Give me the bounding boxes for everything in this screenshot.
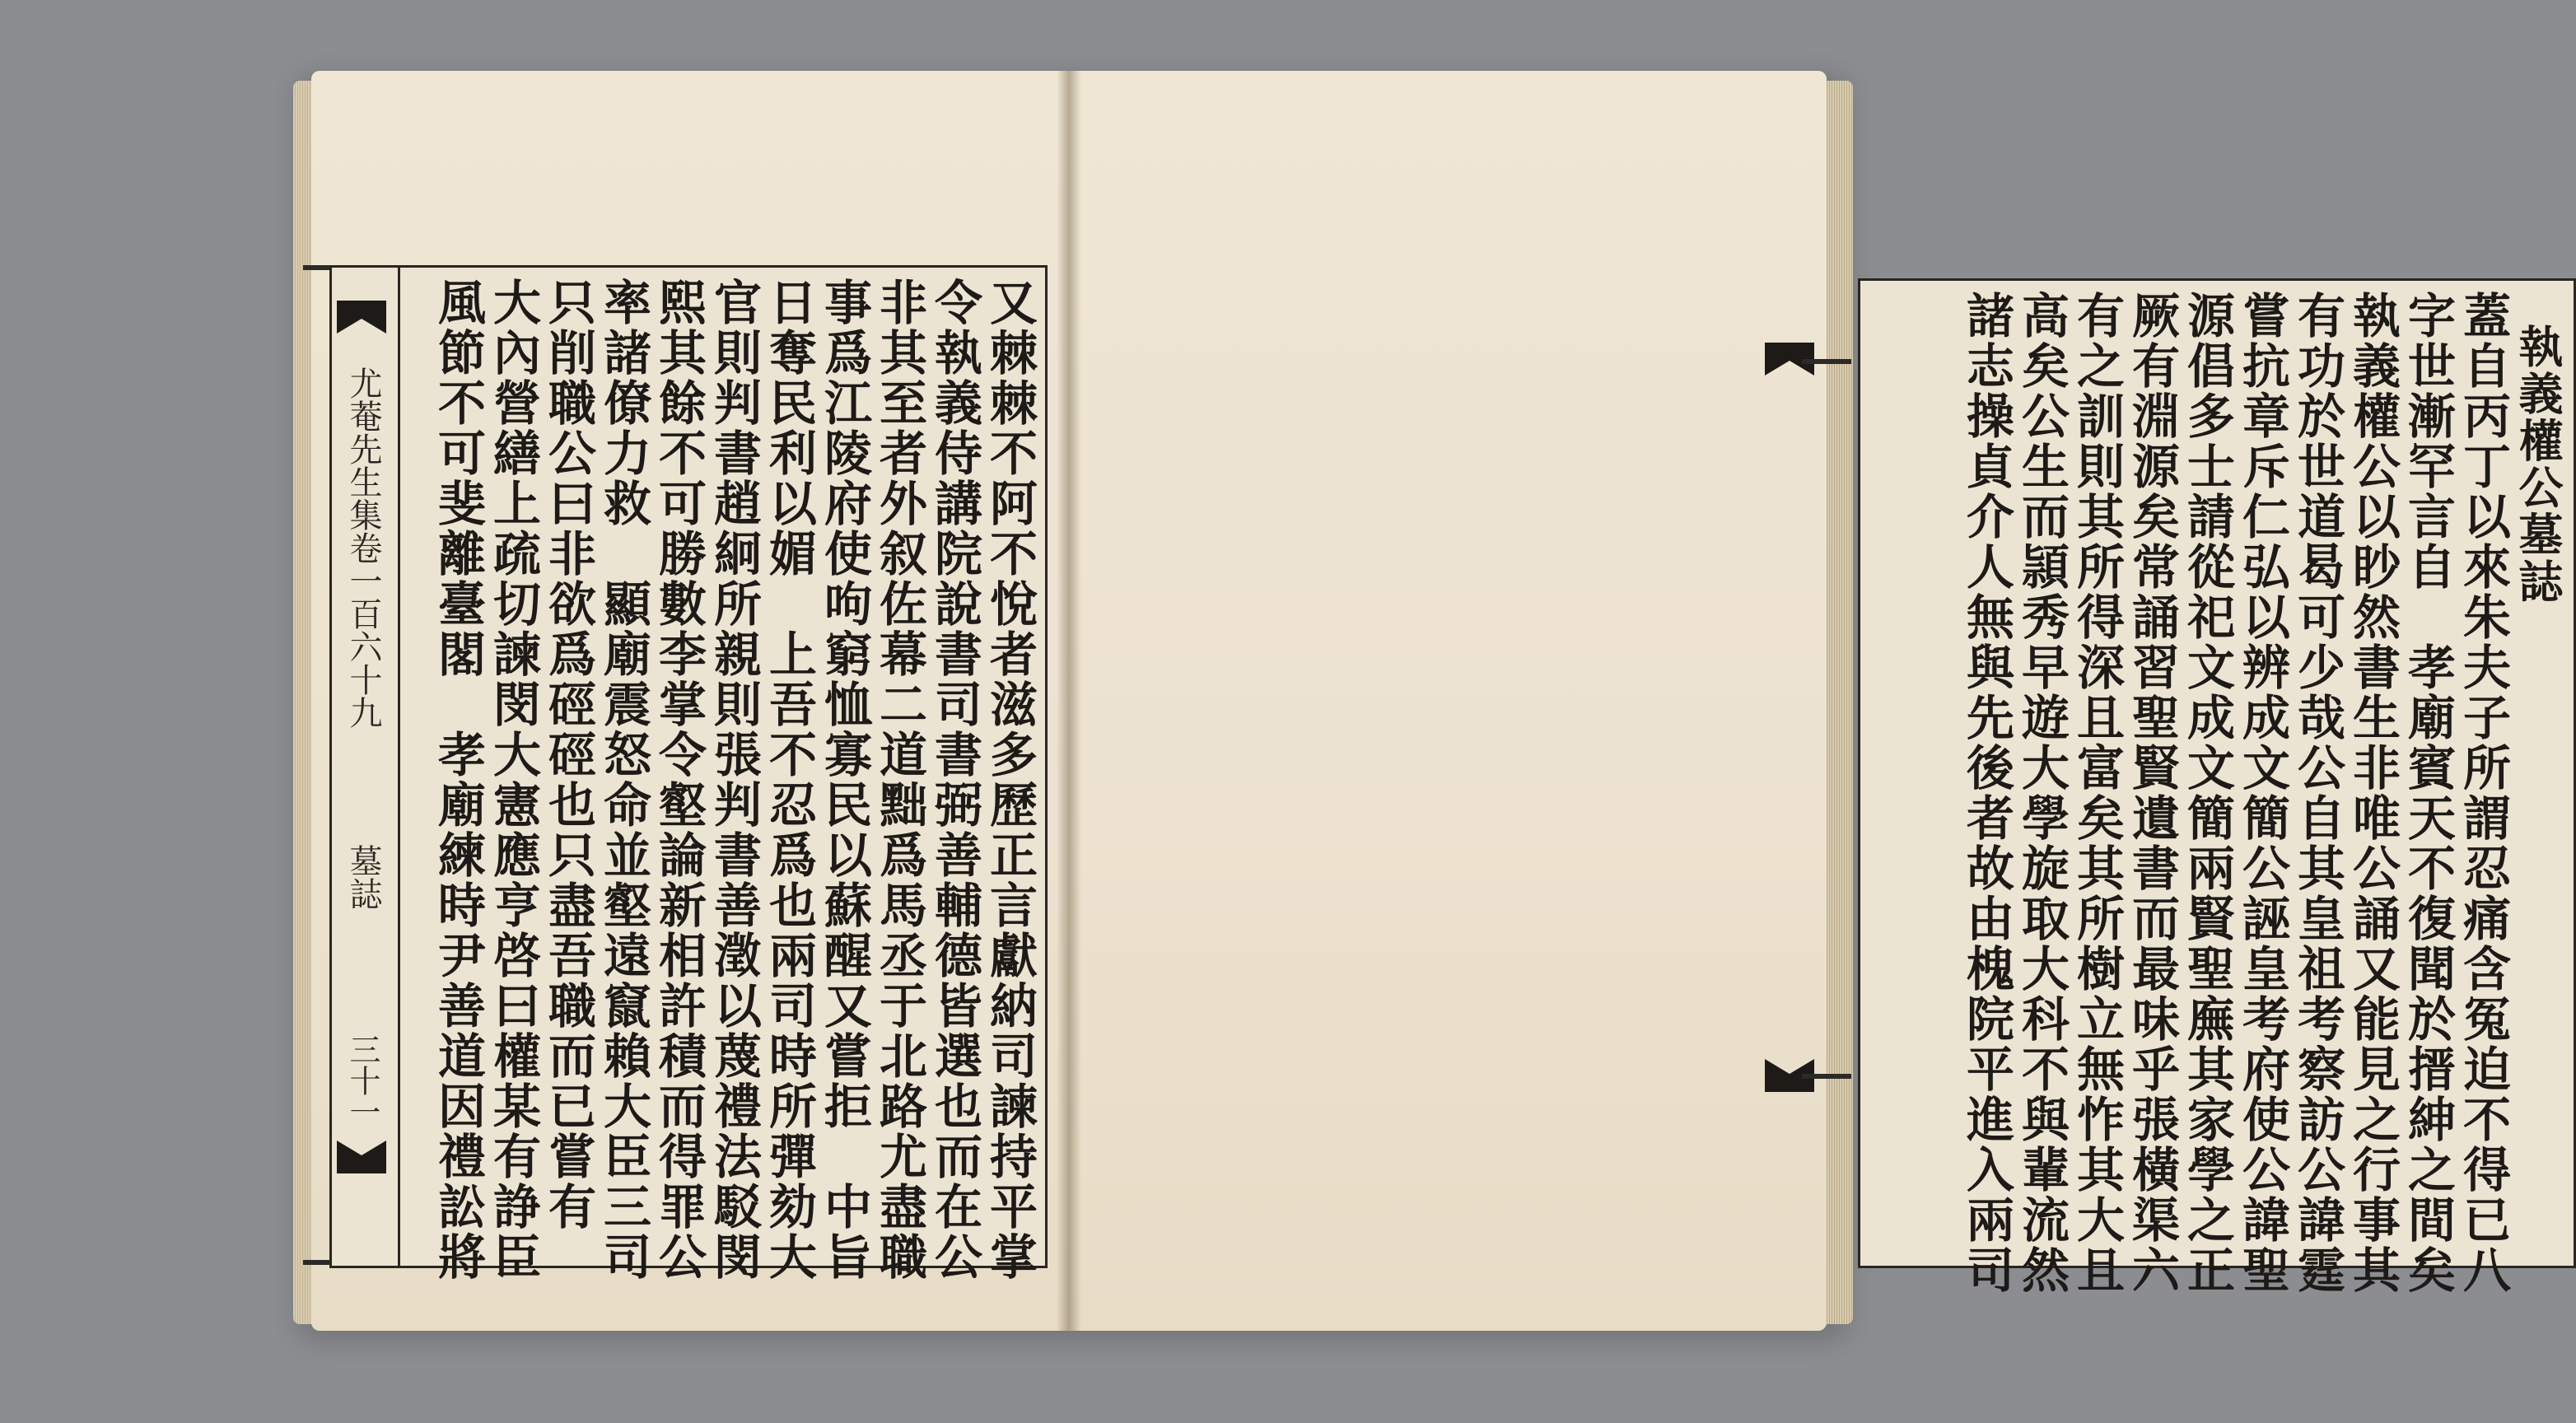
center-strip xyxy=(329,268,400,1266)
epitaph-title: 執義權公墓誌 xyxy=(2512,324,2564,605)
left-text-body xyxy=(411,278,1038,1282)
binding-thread xyxy=(1802,359,1851,364)
text-column: 官則判書趙絅所親則張判書善澂以蔑禮法駁閔 xyxy=(706,278,762,1282)
text-column: 事爲江陵府使呴窮恤寡民以蘇醒又嘗拒 中旨 xyxy=(816,278,872,1282)
open-book xyxy=(311,71,2564,1331)
page-number: 三十一 xyxy=(344,1033,380,1127)
text-column: 蓋自丙丁以來朱夫子所謂忍痛含冤迫不得已八 xyxy=(2455,291,2511,1295)
text-column: 有功於世道曷可少哉公自其皇祖考察訪公諱霆 xyxy=(2289,291,2345,1295)
text-column: 字世漸罕言自 孝廟賓天不復聞於搢紳之間矣 xyxy=(2400,291,2456,1295)
book-gutter xyxy=(1057,71,1081,1331)
right-text-body xyxy=(1869,291,2565,1295)
text-column: 風節不可斐離臺閣 孝廟練時尹善道因禮訟將 xyxy=(430,278,486,1282)
running-head: 尤菴先生集卷一百六十九 xyxy=(344,366,382,729)
text-column: 高矣公生而頴秀早遊大學旋取大科不與輩流然 xyxy=(2014,291,2070,1295)
right-text-frame xyxy=(1858,278,2576,1295)
text-column: 執義權公以眇然書生非唯公誦又能見之行事其 xyxy=(2345,291,2401,1295)
fish-tail-mark-icon xyxy=(337,1141,386,1173)
section-label: 墓誌 xyxy=(344,844,382,910)
fish-tail-mark-icon xyxy=(337,301,386,334)
text-column: 日奪民利以媚 上吾不忍爲也兩司時所彈劾大 xyxy=(761,278,817,1282)
binding-thread xyxy=(1802,1074,1851,1079)
text-column: 厥有淵源矣常誦習聖賢遺書而最味乎張橫渠六 xyxy=(2124,291,2180,1295)
text-column: 非其至者外叙佐幕二道黜爲馬丞于北路尤盡職 xyxy=(871,278,927,1282)
text-column: 只削職公曰非欲爲硜硜也只盡吾職而已嘗有 xyxy=(540,278,596,1232)
right-page xyxy=(1069,71,2564,1331)
left-page xyxy=(311,71,1069,1331)
text-column: 又棘棘不阿不悅者滋多歷正言獻納司諫持平掌 xyxy=(982,278,1038,1282)
text-column: 有之訓則其所得深且富矣其所樹立無怍其大且 xyxy=(2069,291,2125,1295)
right-page-edges xyxy=(1825,81,1853,1324)
text-column: 令執義侍講院說書司書弼善輔德皆選也而在公 xyxy=(926,278,982,1282)
text-column: 嘗抗章斥仁弘以辨成文簡公誣皇考府使公諱聖 xyxy=(2234,291,2290,1295)
text-column: 源倡多士請從祀文成文簡兩賢聖廡其家學之正 xyxy=(2179,291,2235,1295)
text-column: 熙其餘不可勝數李掌令壑論新相許積而得罪公 xyxy=(651,278,707,1282)
text-column: 率諸僚力救 顯廟震怒命並壑遠竄賴大臣三司 xyxy=(595,278,651,1282)
left-text-frame xyxy=(329,265,1048,1282)
text-column: 大內營繕上疏切諫閔大憲應亨啓曰權某有諍臣 xyxy=(485,278,541,1282)
text-column: 諸志操貞介人無與先後者故由槐院平進入兩司 xyxy=(1958,291,2014,1295)
